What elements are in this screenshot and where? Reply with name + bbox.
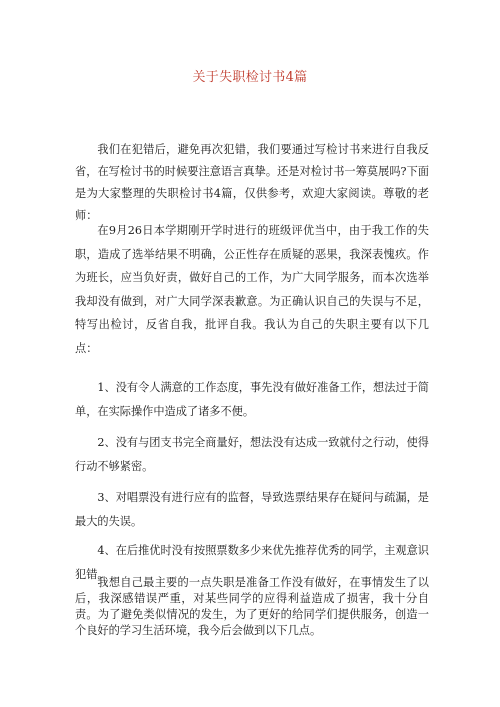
document-title: 关于失职检讨书4篇 bbox=[192, 70, 308, 85]
body-paragraph-5: 4、在后推优时没有按照票数多少来优先推荐优秀的同学，主观意识犯错。 bbox=[75, 544, 429, 581]
body-paragraph-1: 在9月26日本学期刚开学时进行的班级评优当中，由于我工作的失职，造成了选举结果不明确，公正性存在质疑的恶果，我深表愧疚。作为班长，应当负好责，做好自己的工作，为广大同学服务，而本次选举我却没有做到，对广大同学深表歉意。为正确认识自己的失误与不足，特写出检讨，反省自我，批评自我。我认为自己的失职主要有以下几点： bbox=[75, 224, 429, 355]
body-paragraph-2: 1、没有令人满意的工作态度，事先没有做好准备工作，想法过于简单，在实际操作中造成了诸多不便。 bbox=[75, 381, 429, 418]
body-paragraph-3: 2、没有与团支书完全商量好，想法没有达成一致就付之行动，使得行动不够紧密。 bbox=[75, 436, 429, 473]
closing-paragraph: 我想自己最主要的一点失职是准备工作没有做好，在事情发生了以后，我深感错误严重，对某些同学的应得利益造成了损害，我十分自责。为了避免类似情况的发生，为了更好的给同学们提供服务，创造一个良好的学习生活环境，我今后会做到以下几点。 bbox=[75, 576, 429, 637]
body-paragraph-4: 3、对唱票没有进行应有的监督，导致选票结果存在疑问与疏漏，是最大的失误。 bbox=[75, 491, 429, 528]
intro-paragraph: 我们在犯错后，避免再次犯错，我们要通过写检讨书来进行自我反省，在写检讨书的时候要注意语言真挚。还是对检讨书一筹莫展吗?下面是为大家整理的失职检讨书4篇，仅供参考，欢迎大家阅读。尊敬的老师： bbox=[75, 143, 429, 222]
